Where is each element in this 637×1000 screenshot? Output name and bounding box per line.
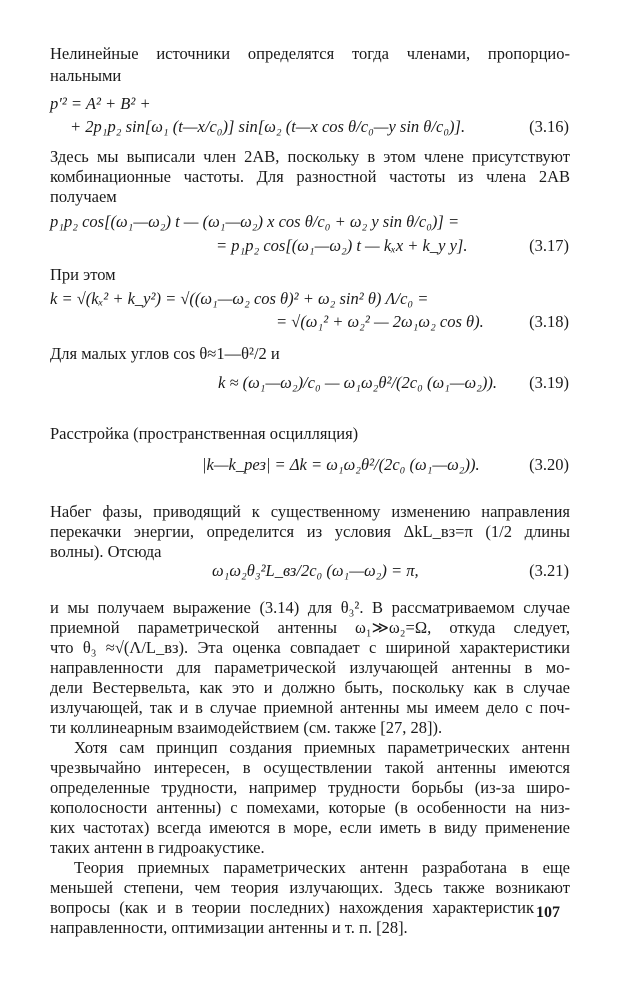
equation-3-17-line-1: p₁p₂ cos[(ω₁—ω₂) t — (ω₁—ω₂) x cos θ/c₀ + ω₂ y sin θ/c₀)] = xyxy=(50,212,460,231)
text-line: Для малых углов cos θ≈1—θ²/2 и xyxy=(50,344,280,363)
text-line: Теория приемных параметрических антенн разработана в еще xyxy=(74,858,570,877)
text-line: чрезвычайно интересен, в осуществлении такой антенны имеются xyxy=(50,758,570,777)
equation-3-17-line-2: = p₁p₂ cos[(ω₁—ω₂) t — kₓx + k_y y]. xyxy=(216,236,468,255)
equation-3-16-line-2: + 2p₁p₂ sin[ω₁ (t—x/c₀)] sin[ω₂ (t—x cos θ/c₀—y sin θ/c₀)]. xyxy=(70,117,466,136)
equation-number: (3.19) xyxy=(529,373,569,392)
equation-number: (3.18) xyxy=(529,312,569,331)
text-line: Хотя сам принцип создания приемных параметрических антенн xyxy=(74,738,570,757)
text-line: Здесь мы выписали член 2AB, поскольку в этом члене присутствуют xyxy=(50,147,570,166)
page-number: 107 xyxy=(536,904,560,921)
text-line: направленности для параметрической излучающей антенны в мо- xyxy=(50,658,570,677)
text-line: ких частотах) всегда имеются в море, если иметь в виду применение xyxy=(50,818,570,837)
text-line: таких антенн в гидроакустике. xyxy=(50,838,265,857)
text-line: волны). Отсюда xyxy=(50,542,162,561)
text-line: меньшей степени, чем теория излучающих. Здесь также возникают xyxy=(50,878,570,897)
equation-number: (3.16) xyxy=(529,117,569,136)
text-line: дели Вестервельта, как это и должно быть, поскольку как в случае xyxy=(50,678,570,697)
text-line: комбинационные частоты. Для разностной частоты из члена 2AB xyxy=(50,167,570,186)
text-line: направленности, оптимизации антенны и т. п. [28]. xyxy=(50,918,408,937)
text-line: приемной параметрической антенны ω₁≫ω₂=Ω, откуда следует, xyxy=(50,618,570,637)
text-line: При этом xyxy=(50,265,116,284)
text-line: что θ₃ ≈√(Λ/L_вз). Эта оценка совпадает с шириной характеристики xyxy=(50,638,570,657)
equation-3-18-line-1: k = √(kₓ² + k_y²) = √((ω₁—ω₂ cos θ)² + ω₂ sin² θ) Λ/c₀ = xyxy=(50,289,429,308)
text-line: определенные трудности, например трудности борьбы (из-за широ- xyxy=(50,778,570,797)
text-line: и мы получаем выражение (3.14) для θ₃². В рассматриваемом случае xyxy=(50,598,570,617)
text-line: перекачки энергии, определится из условия ΔkL_вз=π (1/2 длины xyxy=(50,522,570,541)
text-line: нальными xyxy=(50,66,122,85)
equation-number: (3.21) xyxy=(529,561,569,580)
text-line: вопросы (как и в теории последних) нахождения характеристик xyxy=(50,898,534,917)
equation-3-18-line-2: = √(ω₁² + ω₂² — 2ω₁ω₂ cos θ). xyxy=(276,312,484,331)
text-line: излучающей, так и в случае приемной антенны мы имеем дело с поч- xyxy=(50,698,570,717)
text-line: кополосности антенны) с помехами, которые (в особенности на низ- xyxy=(50,798,570,817)
text-line: Нелинейные источники определятся тогда членами, пропорцио- xyxy=(50,44,570,63)
equation-3-16-line-1: p′² = A² + B² + xyxy=(50,94,151,113)
text-line: Расстройка (пространственная осцилляция) xyxy=(50,424,359,443)
equation-3-19: k ≈ (ω₁—ω₂)/c₀ — ω₁ω₂θ²/(2c₀ (ω₁—ω₂)). xyxy=(218,373,498,392)
equation-number: (3.17) xyxy=(529,236,569,255)
text-line: Набег фазы, приводящий к существенному изменению направления xyxy=(50,502,570,521)
equation-number: (3.20) xyxy=(529,455,569,474)
text-line: получаем xyxy=(50,187,117,206)
equation-3-20: |k—k_рез| = Δk = ω₁ω₂θ²/(2c₀ (ω₁—ω₂)). xyxy=(202,455,480,474)
equation-3-21: ω₁ω₂θ₃²L_вз/2c₀ (ω₁—ω₂) = π, xyxy=(212,561,419,580)
text-line: ти коллинеарным взаимодействием (см. также [27, 28]). xyxy=(50,718,443,737)
